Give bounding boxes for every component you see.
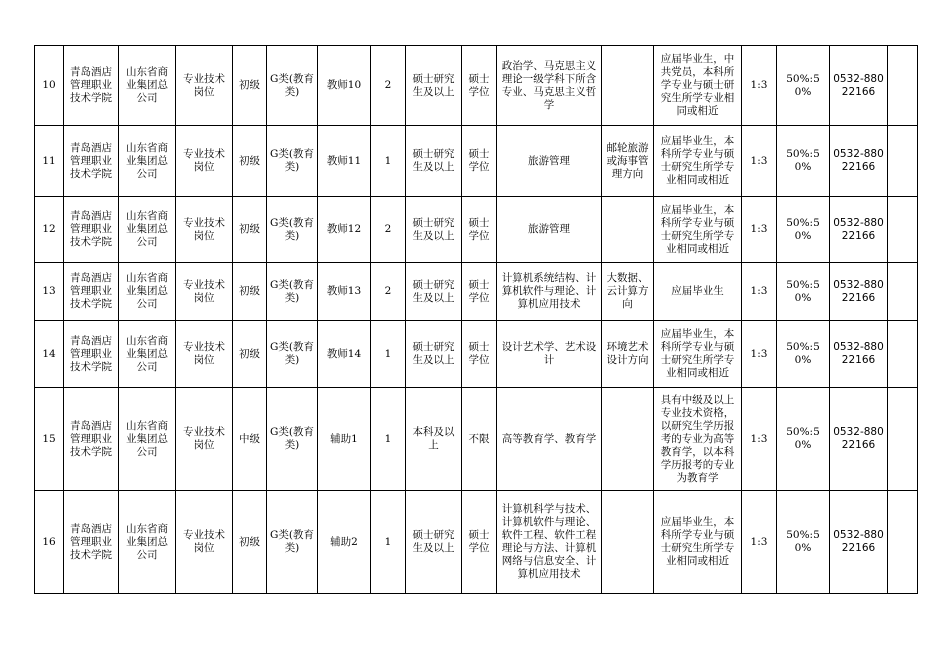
category-cell: G类(教育类) xyxy=(267,491,318,594)
weight-cell: 50%:50% xyxy=(777,126,830,197)
education-cell: 硕士研究生及以上 xyxy=(406,126,462,197)
school-cell: 青岛酒店管理职业技术学院 xyxy=(64,126,119,197)
phone-cell: 0532-88022166 xyxy=(830,388,888,491)
category-cell: G类(教育类) xyxy=(267,197,318,263)
count-cell: 2 xyxy=(371,197,406,263)
requirements-cell: 应届毕业生，本科所学专业与硕士研究生所学专业相同或相近 xyxy=(654,197,742,263)
category-cell: G类(教育类) xyxy=(267,263,318,321)
weight-cell: 50%:50% xyxy=(777,388,830,491)
post-type-cell: 专业技术岗位 xyxy=(176,491,233,594)
ratio-cell: 1:3 xyxy=(742,46,777,126)
category-cell: G类(教育类) xyxy=(267,46,318,126)
degree-cell: 硕士学位 xyxy=(462,263,497,321)
row-number: 13 xyxy=(35,263,64,321)
weight-cell: 50%:50% xyxy=(777,46,830,126)
direction-cell: 邮轮旅游或海事管理方向 xyxy=(602,126,654,197)
education-cell: 硕士研究生及以上 xyxy=(406,491,462,594)
ratio-cell: 1:3 xyxy=(742,491,777,594)
major-cell: 旅游管理 xyxy=(497,197,602,263)
direction-cell: 环境艺术设计方向 xyxy=(602,321,654,388)
org-cell: 山东省商业集团总公司 xyxy=(119,46,176,126)
education-cell: 硕士研究生及以上 xyxy=(406,263,462,321)
direction-cell xyxy=(602,388,654,491)
school-cell: 青岛酒店管理职业技术学院 xyxy=(64,263,119,321)
remark-cell xyxy=(888,388,918,491)
degree-cell: 硕士学位 xyxy=(462,46,497,126)
table-row xyxy=(35,126,918,197)
education-cell: 硕士研究生及以上 xyxy=(406,197,462,263)
education-cell: 硕士研究生及以上 xyxy=(406,321,462,388)
level-cell: 初级 xyxy=(233,491,267,594)
category-cell: G类(教育类) xyxy=(267,388,318,491)
remark-cell xyxy=(888,263,918,321)
weight-cell: 50%:50% xyxy=(777,321,830,388)
post-cell: 教师10 xyxy=(318,46,371,126)
remark-cell xyxy=(888,126,918,197)
count-cell: 2 xyxy=(371,263,406,321)
major-cell: 高等教育学、教育学 xyxy=(497,388,602,491)
phone-cell: 0532-88022166 xyxy=(830,46,888,126)
category-cell: G类(教育类) xyxy=(267,321,318,388)
requirements-cell: 应届毕业生，本科所学专业与硕士研究生所学专业相同或相近 xyxy=(654,126,742,197)
count-cell: 1 xyxy=(371,388,406,491)
major-cell: 计算机科学与技术、计算机软件与理论、软件工程、软件工程理论与方法、计算机网络与信息安全、计算机应用技术 xyxy=(497,491,602,594)
phone-cell: 0532-88022166 xyxy=(830,197,888,263)
table-row xyxy=(35,491,918,594)
school-cell: 青岛酒店管理职业技术学院 xyxy=(64,491,119,594)
degree-cell: 硕士学位 xyxy=(462,491,497,594)
post-type-cell: 专业技术岗位 xyxy=(176,197,233,263)
post-cell: 教师13 xyxy=(318,263,371,321)
org-cell: 山东省商业集团总公司 xyxy=(119,126,176,197)
count-cell: 2 xyxy=(371,46,406,126)
org-cell: 山东省商业集团总公司 xyxy=(119,388,176,491)
level-cell: 初级 xyxy=(233,46,267,126)
row-number: 11 xyxy=(35,126,64,197)
level-cell: 初级 xyxy=(233,126,267,197)
row-number: 16 xyxy=(35,491,64,594)
remark-cell xyxy=(888,46,918,126)
row-number: 14 xyxy=(35,321,64,388)
degree-cell: 硕士学位 xyxy=(462,321,497,388)
phone-cell: 0532-88022166 xyxy=(830,263,888,321)
phone-cell: 0532-88022166 xyxy=(830,126,888,197)
table-row xyxy=(35,263,918,321)
requirements-cell: 应届毕业生，本科所学专业与硕士研究生所学专业相同或相近 xyxy=(654,491,742,594)
post-cell: 辅助2 xyxy=(318,491,371,594)
org-cell: 山东省商业集团总公司 xyxy=(119,263,176,321)
table-row xyxy=(35,46,918,126)
major-cell: 旅游管理 xyxy=(497,126,602,197)
org-cell: 山东省商业集团总公司 xyxy=(119,321,176,388)
ratio-cell: 1:3 xyxy=(742,321,777,388)
row-number: 10 xyxy=(35,46,64,126)
post-type-cell: 专业技术岗位 xyxy=(176,46,233,126)
phone-cell: 0532-88022166 xyxy=(830,491,888,594)
weight-cell: 50%:50% xyxy=(777,491,830,594)
count-cell: 1 xyxy=(371,491,406,594)
major-cell: 政治学、马克思主义理论一级学科下所含专业、马克思主义哲学 xyxy=(497,46,602,126)
school-cell: 青岛酒店管理职业技术学院 xyxy=(64,321,119,388)
education-cell: 本科及以上 xyxy=(406,388,462,491)
ratio-cell: 1:3 xyxy=(742,126,777,197)
table-row xyxy=(35,321,918,388)
major-cell: 计算机系统结构、计算机软件与理论、计算机应用技术 xyxy=(497,263,602,321)
direction-cell xyxy=(602,46,654,126)
requirements-cell: 应届毕业生，本科所学专业与硕士研究生所学专业相同或相近 xyxy=(654,321,742,388)
org-cell: 山东省商业集团总公司 xyxy=(119,197,176,263)
remark-cell xyxy=(888,321,918,388)
phone-cell: 0532-88022166 xyxy=(830,321,888,388)
direction-cell: 大数据、云计算方向 xyxy=(602,263,654,321)
post-cell: 辅助1 xyxy=(318,388,371,491)
post-type-cell: 专业技术岗位 xyxy=(176,126,233,197)
post-type-cell: 专业技术岗位 xyxy=(176,321,233,388)
post-cell: 教师14 xyxy=(318,321,371,388)
table-row xyxy=(35,388,918,491)
count-cell: 1 xyxy=(371,126,406,197)
degree-cell: 硕士学位 xyxy=(462,126,497,197)
remark-cell xyxy=(888,197,918,263)
ratio-cell: 1:3 xyxy=(742,388,777,491)
post-cell: 教师11 xyxy=(318,126,371,197)
requirements-cell: 具有中级及以上专业技术资格，以研究生学历报考的专业为高等教育学，以本科学历报考的专业为教育学 xyxy=(654,388,742,491)
table-row xyxy=(35,197,918,263)
post-type-cell: 专业技术岗位 xyxy=(176,388,233,491)
degree-cell: 不限 xyxy=(462,388,497,491)
post-type-cell: 专业技术岗位 xyxy=(176,263,233,321)
remark-cell xyxy=(888,491,918,594)
level-cell: 初级 xyxy=(233,321,267,388)
degree-cell: 硕士学位 xyxy=(462,197,497,263)
direction-cell xyxy=(602,491,654,594)
category-cell: G类(教育类) xyxy=(267,126,318,197)
school-cell: 青岛酒店管理职业技术学院 xyxy=(64,197,119,263)
row-number: 15 xyxy=(35,388,64,491)
requirements-cell: 应届毕业生，中共党员，本科所学专业与硕士研究生所学专业相同或相近 xyxy=(654,46,742,126)
post-cell: 教师12 xyxy=(318,197,371,263)
ratio-cell: 1:3 xyxy=(742,263,777,321)
row-number: 12 xyxy=(35,197,64,263)
major-cell: 设计艺术学、艺术设计 xyxy=(497,321,602,388)
weight-cell: 50%:50% xyxy=(777,263,830,321)
count-cell: 1 xyxy=(371,321,406,388)
school-cell: 青岛酒店管理职业技术学院 xyxy=(64,46,119,126)
level-cell: 中级 xyxy=(233,388,267,491)
level-cell: 初级 xyxy=(233,197,267,263)
school-cell: 青岛酒店管理职业技术学院 xyxy=(64,388,119,491)
ratio-cell: 1:3 xyxy=(742,197,777,263)
requirements-cell: 应届毕业生 xyxy=(654,263,742,321)
recruitment-table xyxy=(34,45,918,594)
education-cell: 硕士研究生及以上 xyxy=(406,46,462,126)
weight-cell: 50%:50% xyxy=(777,197,830,263)
org-cell: 山东省商业集团总公司 xyxy=(119,491,176,594)
direction-cell xyxy=(602,197,654,263)
level-cell: 初级 xyxy=(233,263,267,321)
